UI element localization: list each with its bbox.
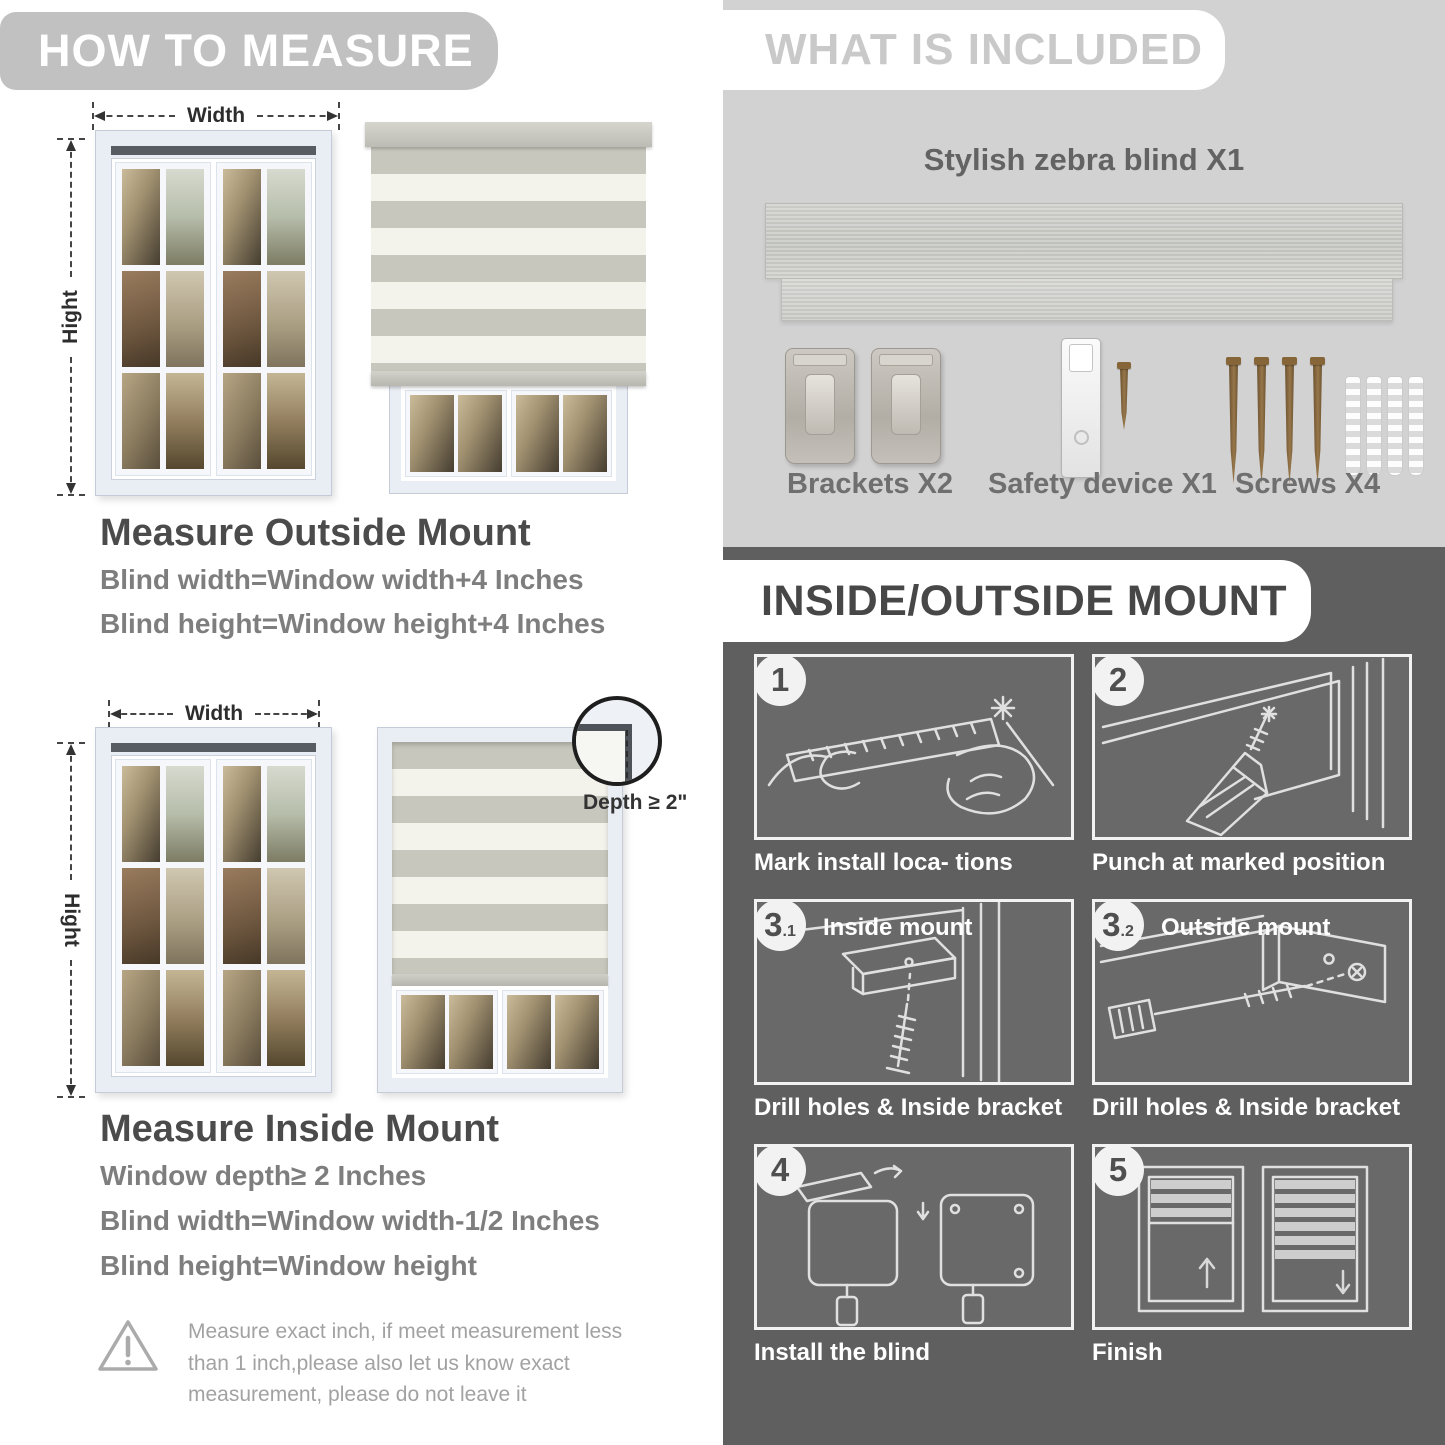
safety-device-label: Safety device X1	[988, 468, 1217, 500]
window-top-rail	[111, 146, 316, 155]
inside-mount-title: Measure Inside Mount	[100, 1108, 500, 1150]
what-is-included-section	[723, 0, 1445, 547]
dimension-line	[255, 713, 316, 715]
step-number-badge: 2	[1092, 654, 1144, 706]
screw-head	[1254, 357, 1269, 365]
step-number-badge: 4	[754, 1144, 806, 1196]
step-number-badge: 3 .2	[1092, 899, 1144, 951]
wall-anchor-icon	[1408, 376, 1424, 476]
screw-icon	[1313, 364, 1322, 484]
dimension-line	[70, 357, 72, 492]
window-opening	[111, 158, 316, 480]
installation-steps-grid	[754, 654, 1414, 1367]
mount-section-header	[723, 560, 1311, 642]
outside-mount-blind-figure	[365, 122, 652, 494]
exclamation-triangle-icon	[96, 1316, 160, 1376]
what-is-included-title: WHAT IS INCLUDED	[765, 25, 1204, 74]
dimension-tick	[338, 102, 340, 130]
dimension-tick	[57, 494, 85, 496]
how-to-measure-header	[0, 12, 498, 90]
window-corner-detail	[572, 724, 632, 786]
brackets-label: Brackets X2	[787, 468, 954, 500]
step-3-1-panel	[754, 899, 1074, 1085]
step-4-caption: Install the blind	[754, 1339, 931, 1366]
blind-bottom-rail	[392, 974, 608, 986]
window-below-blind	[392, 986, 608, 1078]
safety-device-icon	[1061, 338, 1101, 478]
window-photo	[95, 130, 332, 496]
dimension-line	[257, 115, 336, 117]
step-4	[754, 1144, 1074, 1367]
wall-anchor-icon	[1345, 376, 1361, 476]
depth-magnifier-icon	[572, 696, 662, 786]
width-dimension-arrow	[92, 102, 340, 130]
depth-label: Depth ≥ 2"	[583, 791, 688, 814]
step-3-1-caption: Drill holes & Inside bracket	[754, 1094, 1063, 1121]
dimension-tick	[57, 1096, 85, 1098]
width-label: Width	[186, 104, 246, 127]
step-3-1	[754, 899, 1074, 1122]
dimension-line	[112, 713, 173, 715]
screw-head	[1226, 357, 1241, 365]
width-dimension-arrow	[108, 700, 320, 728]
dimension-tick	[318, 700, 320, 728]
window-sash	[216, 162, 312, 476]
screw-icon	[1120, 368, 1128, 430]
mount-section-title: INSIDE/OUTSIDE MOUNT	[761, 576, 1288, 625]
step-3-2-caption: Drill holes & Inside bracket	[1092, 1094, 1401, 1121]
dimension-line	[70, 960, 72, 1094]
window-sash	[115, 759, 211, 1073]
step-number-badge: 1	[754, 654, 806, 706]
step-5-caption: Finish	[1092, 1339, 1163, 1366]
step-number-badge: 3 .1	[754, 899, 806, 951]
window-sash	[115, 162, 211, 476]
screw-head	[1310, 357, 1325, 365]
depth-measure-line	[626, 730, 628, 778]
window-sash	[216, 759, 312, 1073]
screw-head	[1282, 357, 1297, 365]
inside-mount-depth-rule: Window depth≥ 2 Inches	[100, 1160, 427, 1191]
window-sash	[511, 390, 613, 477]
screw-icon	[1285, 364, 1294, 484]
window-top-rail	[111, 743, 316, 752]
step-1	[754, 654, 1074, 877]
height-label: Hight	[59, 290, 82, 344]
wall-anchor-icon	[1366, 376, 1382, 476]
screws-label: Screws X4	[1235, 468, 1381, 500]
how-to-measure-title: HOW TO MEASURE	[38, 25, 474, 76]
bracket-icon	[871, 348, 941, 464]
step-1-caption: Mark install loca- tions	[754, 849, 1013, 876]
inside-mount-height-rule: Blind height=Window height	[100, 1250, 477, 1281]
blind-cassette-image	[765, 203, 1403, 321]
outside-mount-title: Measure Outside Mount	[100, 512, 531, 554]
outside-mount-width-rule: Blind width=Window width+4 Inches	[100, 564, 584, 595]
window-sash	[502, 990, 604, 1074]
cassette-bottom-lip	[781, 279, 1393, 321]
window-sash	[396, 990, 498, 1074]
step-3-2	[1092, 899, 1412, 1122]
mount-instructions-section	[723, 547, 1445, 1445]
step-5-panel	[1092, 1144, 1412, 1330]
screw-icon	[1257, 364, 1266, 484]
width-label: Width	[184, 702, 244, 725]
step-3-1-label: Inside mount	[823, 914, 973, 941]
step-2-panel	[1092, 654, 1412, 840]
included-items-row	[723, 338, 1445, 470]
step-2-caption: Punch at marked position	[1092, 849, 1386, 876]
window-sash	[405, 390, 507, 477]
step-number-badge: 5	[1092, 1144, 1144, 1196]
step-3-2-panel	[1092, 899, 1412, 1085]
window-photo	[95, 727, 332, 1093]
dimension-line	[70, 746, 72, 880]
product-name: Stylish zebra blind X1	[923, 142, 1245, 177]
height-label: Hight	[60, 893, 83, 947]
blind-headrail	[365, 122, 652, 147]
height-dimension-arrow	[56, 742, 86, 1098]
step-5	[1092, 1144, 1412, 1367]
what-is-included-header	[723, 10, 1225, 90]
dimension-line	[96, 115, 175, 117]
step-4-panel	[754, 1144, 1074, 1330]
blind-bottom-rail	[371, 371, 646, 386]
screw-head	[1117, 362, 1131, 369]
step-2	[1092, 654, 1412, 877]
screw-icon	[1229, 364, 1238, 484]
step-3-2-label: Outside mount	[1161, 914, 1331, 941]
height-dimension-arrow	[56, 138, 86, 496]
outside-mount-height-rule: Blind height=Window height+4 Inches	[100, 608, 606, 639]
dimension-line	[70, 142, 72, 277]
zebra-blind-stripes	[371, 147, 646, 371]
window-below-blind	[389, 386, 628, 494]
cassette-top-bar	[765, 203, 1403, 279]
warning-text: Measure exact inch, if meet measurement less than 1 inch,please also let us know exact measurement, please do not leave it	[188, 1320, 623, 1406]
bracket-icon	[785, 348, 855, 464]
window-opening	[111, 755, 316, 1077]
step-1-panel	[754, 654, 1074, 840]
wall-anchor-icon	[1387, 376, 1403, 476]
inside-mount-width-rule: Blind width=Window width-1/2 Inches	[100, 1205, 600, 1236]
measurement-warning	[96, 1316, 632, 1411]
